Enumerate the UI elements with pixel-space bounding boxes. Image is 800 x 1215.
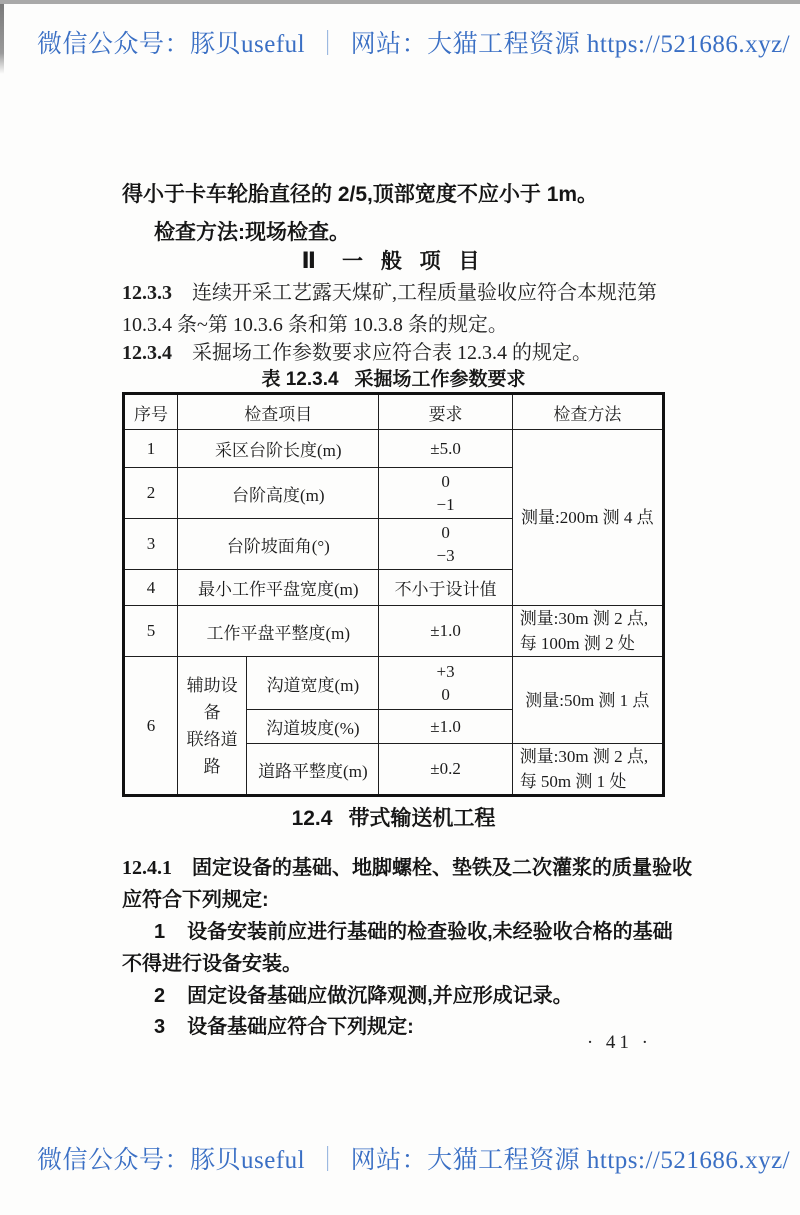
table-row (124, 657, 664, 710)
cell-no: 1 (124, 430, 178, 468)
cell-subitem: 沟道坡度(%) (247, 710, 379, 744)
cell-no: 4 (124, 570, 178, 606)
table-header-row (124, 394, 664, 430)
header-cell-item: 检查项目 (178, 394, 379, 430)
cell-group-line1: 辅助设备 (186, 675, 238, 722)
cell-req-stacked (379, 468, 512, 519)
cell-item: 台阶坡面角(°) (178, 519, 379, 570)
cell-req: 不小于设计值 (379, 570, 512, 606)
list-item-2 (122, 983, 697, 1009)
watermark-banner-bottom (37, 1140, 797, 1176)
cell-method (512, 606, 663, 657)
cell-method (512, 744, 663, 796)
list-item-3-number: 3 (154, 1016, 166, 1038)
list-item-1-text: 设备安装前应进行基础的检查验收,未经验收合格的基础 (187, 921, 673, 943)
cell-req-upper: +3 (436, 662, 455, 681)
clause-12-3-3-number: 12.3.3 (122, 282, 172, 304)
list-item-1-line1 (122, 919, 697, 945)
cell-no: 3 (124, 519, 178, 570)
banner-separator: ｜ (315, 31, 341, 58)
page-number: · 41 · (586, 1032, 652, 1053)
clause-12-4-1-number: 12.4.1 (122, 857, 172, 879)
scan-artifact-left-edge (0, 4, 4, 74)
list-item-1-continuation: 不得进行设备安装。 (122, 953, 302, 975)
table-row (124, 606, 664, 657)
cell-method-line1: 测量:30m 测 2 点, (519, 609, 649, 628)
clause-12-4-1-line2 (122, 887, 665, 913)
table-title (122, 364, 665, 391)
clause-12-3-3-text: 连续开采工艺露天煤矿,工程质量验收应符合本规范第 (192, 282, 657, 304)
cell-req-upper: 0 (441, 472, 450, 491)
cell-no-merged: 6 (124, 657, 178, 796)
list-item-1-number: 1 (154, 921, 166, 943)
cell-req: ±0.2 (379, 744, 512, 796)
heading-general-items-text: 一 般 项 目 (341, 250, 486, 273)
cell-method-line1: 测量:30m 测 2 点, (519, 747, 649, 766)
heading-12-4-title: 带式输送机工程 (348, 807, 496, 830)
clause-12-3-3-line2 (122, 312, 665, 338)
clause-12-4-1-continuation: 应符合下列规定: (122, 889, 269, 911)
cell-no: 5 (124, 606, 178, 657)
paragraph-continued-clause-text: 得小于卡车轮胎直径的 2/5,顶部宽度不应小于 1m。 (122, 183, 599, 206)
list-item-1-line2 (122, 951, 665, 977)
clause-12-4-1-line1 (122, 855, 692, 881)
list-item-2-number: 2 (154, 985, 166, 1007)
cell-no: 2 (124, 468, 178, 519)
cell-req-lower: −1 (436, 495, 455, 514)
list-item-2-text: 固定设备基础应做沉降观测,并应形成记录。 (187, 985, 573, 1007)
cell-method-text: 测量:200m 测 4 点 (520, 508, 654, 527)
cell-req-stacked (379, 519, 512, 570)
cell-req-lower: −3 (436, 546, 455, 565)
table-title-number: 表 12.3.4 (261, 369, 339, 390)
banner-website-text: 网站：大猫工程资源 https://521686.xyz/ (350, 1147, 791, 1174)
clause-12-3-4-text: 采掘场工作参数要求应符合表 12.3.4 的规定。 (192, 342, 592, 364)
header-cell-method: 检查方法 (512, 394, 663, 430)
cell-group-label (178, 657, 247, 796)
banner-wechat-text: 微信公众号：豚贝useful (37, 31, 306, 58)
cell-subitem: 道路平整度(m) (247, 744, 379, 796)
banner-wechat-text: 微信公众号：豚贝useful (37, 1147, 306, 1174)
paragraph-check-method (122, 220, 697, 246)
clause-12-3-3-line1 (122, 280, 665, 306)
spec-table-12-3-4 (122, 392, 665, 797)
clause-12-3-4 (122, 340, 665, 366)
heading-general-items (122, 248, 665, 275)
cell-req-lower: 0 (441, 685, 450, 704)
clause-12-3-3-continuation: 10.3.4 条~第 10.3.6 条和第 10.3.8 条的规定。 (122, 314, 508, 336)
banner-website-text: 网站：大猫工程资源 https://521686.xyz/ (350, 31, 791, 58)
cell-item: 采区台阶长度(m) (178, 430, 379, 468)
cell-subitem: 沟道宽度(m) (247, 657, 379, 710)
cell-item: 台阶高度(m) (178, 468, 379, 519)
cell-group-line2: 联络道路 (186, 729, 238, 776)
cell-req: ±1.0 (379, 710, 512, 744)
cell-req-upper: 0 (441, 523, 450, 542)
clause-12-4-1-text: 固定设备的基础、地脚螺栓、垫铁及二次灌浆的质量验收 (192, 857, 692, 879)
header-cell-no: 序号 (124, 394, 178, 430)
header-cell-req: 要求 (379, 394, 512, 430)
paragraph-check-method-text: 检查方法:现场检查。 (154, 221, 350, 244)
scan-artifact-top-edge (0, 0, 800, 4)
heading-section-12-4 (122, 806, 665, 832)
table-row (124, 430, 664, 468)
cell-req-stacked (379, 657, 512, 710)
banner-separator: ｜ (315, 1147, 341, 1174)
cell-method-merged-r1-r4 (512, 430, 663, 606)
cell-method-merged-sub1-sub2 (512, 657, 663, 744)
heading-12-4-number: 12.4 (291, 807, 333, 830)
list-item-3-text: 设备基础应符合下列规定: (187, 1016, 414, 1038)
cell-item: 最小工作平盘宽度(m) (178, 570, 379, 606)
watermark-banner-top (37, 24, 797, 60)
paragraph-continued-clause (122, 182, 665, 208)
cell-req: ±5.0 (379, 430, 512, 468)
clause-12-3-4-number: 12.3.4 (122, 342, 172, 364)
cell-method-line2: 每 100m 测 2 处 (519, 634, 635, 653)
cell-req: ±1.0 (379, 606, 512, 657)
cell-method-line2: 每 50m 测 1 处 (519, 772, 627, 791)
cell-method-text: 测量:50m 测 1 点 (525, 690, 650, 710)
heading-roman-numeral: Ⅱ (301, 248, 316, 273)
table-title-text: 采掘场工作参数要求 (354, 369, 526, 390)
cell-item: 工作平盘平整度(m) (178, 606, 379, 657)
